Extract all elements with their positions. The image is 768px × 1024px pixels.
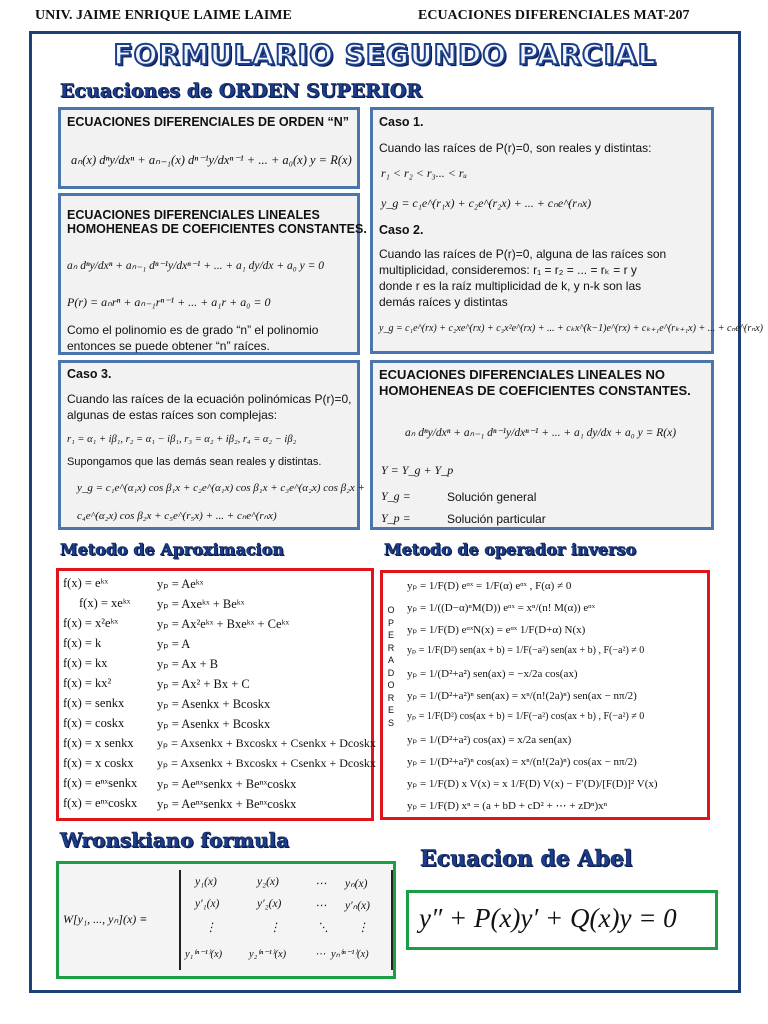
w-r4c4: yₙ⁽ⁿ⁻¹⁾(x) <box>331 949 369 960</box>
header-left: UNIV. JAIME ENRIQUE LAIME LAIME <box>35 8 292 23</box>
wronskiano-lhs: W[y₁, ..., yₙ](x) ≡ <box>63 912 148 926</box>
inverso-row: yₚ = 1/F(D) eᵅˣN(x) = eᵅˣ 1/F(D+α) N(x) <box>407 624 586 636</box>
caso2-title: Caso 2. <box>379 223 424 237</box>
inverso-row: yₚ = 1/F(D²) cos(ax + b) = 1/F(−a²) cos(ax + b) , F(−a²) ≠ 0 <box>407 711 645 722</box>
inverso-row: yₚ = 1/((D−α)ⁿM(D)) eᵅˣ = xⁿ/(n! M(α)) eᵅˣ <box>407 602 595 614</box>
w-r4c2: y₂⁽ⁿ⁻¹⁾(x) <box>249 949 287 960</box>
box-casos-1-2 <box>370 107 763 354</box>
w-r1c1: y₁(x) <box>195 876 217 888</box>
aprox-y: yₚ = Aeⁿˣsenkx + Beⁿˣcoskx <box>157 797 297 811</box>
section-aproximacion: Metodo de Aproximacion <box>60 540 285 559</box>
aprox-f: f(x) = k <box>63 636 102 650</box>
box-orden-n-heading: ECUACIONES DIFERENCIALES DE ORDEN “N” <box>67 115 349 129</box>
aprox-f: f(x) = senkx <box>63 696 125 710</box>
caso3-formula-3: c₄e^(α₂x) cos β₂x + c₅e^(r₅x) + ... + cₙe^(rₙx) <box>77 510 277 522</box>
inverso-row: yₚ = 1/(D²+a²) sen(ax) = −x/2a cos(ax) <box>407 668 578 680</box>
aprox-f: f(x) = kx <box>63 656 108 670</box>
box-aproximacion <box>56 568 374 821</box>
box-abel <box>406 890 718 950</box>
box-orden-n-formula: aₙ(x) dⁿy/dxⁿ + aₙ₋₁(x) dⁿ⁻¹y/dxⁿ⁻¹ + ... + a₀(x) y = R(x) <box>71 153 352 167</box>
inverso-row: yₚ = 1/(D²+a²) cos(ax) = x/2a sen(ax) <box>407 734 572 746</box>
operadores-vertical-label: O P E R A D O R E S <box>387 605 395 728</box>
page-title: FORMULARIO SEGUNDO PARCIAL <box>113 38 657 71</box>
caso1-formula-1: r₁ < r₂ < r₃... < rᵤ <box>381 166 468 180</box>
section-orden-superior: Ecuaciones de ORDEN SUPERIOR <box>60 80 423 102</box>
aprox-f: f(x) = coskx <box>63 716 125 730</box>
aprox-y: yₚ = Ax²eᵏˣ + Bxeᵏˣ + Ceᵏˣ <box>157 617 290 631</box>
inverso-row: yₚ = 1/F(D) x V(x) = x 1/F(D) V(x) − F′(D)/[F(D)]² V(x) <box>407 778 658 790</box>
caso3-text-3: Supongamos que las demás sean reales y distintas. <box>67 456 322 468</box>
w-r2c4: y′ₙ(x) <box>345 900 370 912</box>
w-r3c2: ⋮ <box>269 922 281 934</box>
box-homogeneas-heading-1: ECUACIONES DIFERENCIALES LINEALES <box>67 208 320 222</box>
yg-symbol: Y_g = <box>381 489 411 503</box>
aprox-y: yₚ = Axsenkx + Bxcoskx + Csenkx + Dcoskx <box>157 736 376 750</box>
caso3-title: Caso 3. <box>67 367 112 381</box>
aprox-y: yₚ = Axeᵏˣ + Beᵏˣ <box>157 597 245 611</box>
box-homogeneas-formula-2: P(r) = aₙrⁿ + aₙ₋₁rⁿ⁻¹ + ... + a₁r + a₀ = 0 <box>67 295 271 309</box>
caso3-formula-1: r₁ = α₁ + iβ₁, r₂ = α₁ − iβ₁, r₃ = α₂ + iβ₂, r₄ = α₂ − iβ₂ <box>67 434 297 445</box>
caso1-title: Caso 1. <box>379 115 424 129</box>
det-bar-left <box>179 870 181 970</box>
aprox-f: f(x) = eⁿˣsenkx <box>63 776 138 790</box>
w-r1c3: ⋯ <box>315 878 327 890</box>
box-no-homogeneas-heading-1: ECUACIONES DIFERENCIALES LINEALES NO <box>379 367 666 382</box>
inverso-row: yₚ = 1/F(D²) sen(ax + b) = 1/F(−a²) sen(ax + b) , F(−a²) ≠ 0 <box>407 645 645 656</box>
aprox-y: yₚ = Asenkx + Bcoskx <box>157 697 271 711</box>
aprox-f: f(x) = kx² <box>63 676 112 690</box>
box-wronskiano <box>56 861 396 979</box>
box-no-homogeneas-formula: aₙ dⁿy/dxⁿ + aₙ₋₁ dⁿ⁻¹y/dxⁿ⁻¹ + ... + a₁ dy/dx + a₀ y = R(x) <box>405 427 677 439</box>
w-r4c3: ⋯ <box>315 949 326 960</box>
caso2-text-4: demás raíces y distintas <box>379 295 508 309</box>
aprox-f: f(x) = x coskx <box>63 756 134 770</box>
inverso-row: yₚ = 1/F(D) eᵅˣ = 1/F(α) eᵅˣ , F(α) ≠ 0 <box>407 580 572 592</box>
box-caso-3 <box>58 360 365 530</box>
abel-formula: y″ + P(x)y′ + Q(x)y = 0 <box>419 903 677 933</box>
box-homogeneas <box>58 193 367 355</box>
box-homogeneas-text-2: entonces se puede obtener “n” raíces. <box>67 339 270 353</box>
aprox-y: yₚ = Asenkx + Bcoskx <box>157 717 271 731</box>
w-r1c2: y₂(x) <box>257 876 279 888</box>
aprox-f: f(x) = eⁿˣcoskx <box>63 796 138 810</box>
section-wronskiano: Wronskiano formula <box>60 828 290 852</box>
aprox-y: yₚ = Axsenkx + Bxcoskx + Csenkx + Dcoskx <box>157 756 376 770</box>
section-abel: Ecuacion de Abel <box>420 846 633 872</box>
aprox-y: yₚ = Aeⁿˣsenkx + Beⁿˣcoskx <box>157 777 297 791</box>
det-bar-right <box>391 870 393 970</box>
inverso-row: yₚ = 1/(D²+a²)ⁿ cos(ax) = xⁿ/(n!(2a)ⁿ) cos(ax − nπ/2) <box>407 756 637 768</box>
aprox-y: yₚ = Aeᵏˣ <box>157 577 204 591</box>
w-r3c1: ⋮ <box>205 922 217 934</box>
box-homogeneas-heading-2: HOMOHENEAS DE COEFICIENTES CONSTANTES. <box>67 222 367 236</box>
inverso-row: yₚ = 1/F(D) xⁿ = (a + bD + cD² + ⋯ + zDⁿ)xⁿ <box>407 800 608 812</box>
box-orden-n <box>58 107 360 189</box>
aprox-f: f(x) = x senkx <box>63 736 134 750</box>
box-homogeneas-formula-1: aₙ dⁿy/dxⁿ + aₙ₋₁ dⁿ⁻¹y/dxⁿ⁻¹ + ... + a₁ dy/dx + a₀ y = 0 <box>67 260 324 272</box>
w-r3c3: ⋱ <box>317 922 329 934</box>
box-operador-inverso <box>380 570 710 820</box>
box-no-homogeneas <box>370 360 714 530</box>
aprox-y: yₚ = Ax + B <box>157 657 219 671</box>
box-no-homogeneas-sum: Y = Y_g + Y_p <box>381 463 454 477</box>
aprox-y: yₚ = A <box>157 637 191 651</box>
section-operador-inverso: Metodo de operador inverso <box>384 540 637 559</box>
w-r3c4: ⋮ <box>357 922 369 934</box>
caso3-text-1: Cuando las raíces de la ecuación polinómicas P(r)=0, <box>67 392 352 406</box>
w-r4c1: y₁⁽ⁿ⁻¹⁾(x) <box>185 949 223 960</box>
caso1-formula-2: y_g = c₁e^(r₁x) + c₂e^(r₂x) + ... + cₙe^(rₙx) <box>381 196 592 210</box>
w-r2c3: ⋯ <box>315 900 327 912</box>
caso2-text-2: multiplicidad, consideremos: r₁ = r₂ = ... = rₖ = r y <box>379 263 637 277</box>
box-no-homogeneas-heading-2: HOMOHENEAS DE COEFICIENTES CONSTANTES. <box>379 383 691 398</box>
w-r2c2: y′₂(x) <box>257 898 282 910</box>
w-r1c4: yₙ(x) <box>345 878 368 890</box>
caso2-text-1: Cuando las raíces de P(r)=0, alguna de las raíces son <box>379 247 667 261</box>
caso3-text-2: algunas de estas raíces son complejas: <box>67 408 278 422</box>
aprox-f: f(x) = xeᵏˣ <box>79 596 131 610</box>
yp-symbol: Y_p = <box>381 511 411 525</box>
box-homogeneas-text-1: Como el polinomio es de grado “n” el polinomio <box>67 323 319 337</box>
inverso-row: yₚ = 1/(D²+a²)ⁿ sen(ax) = xⁿ/(n!(2a)ⁿ) sen(ax − nπ/2) <box>407 690 637 702</box>
yg-label: Solución general <box>447 490 537 504</box>
caso2-text-3: donde r es la raíz multiplicidad de k, y n-k son las <box>379 279 642 293</box>
caso1-text: Cuando las raíces de P(r)=0, son reales y distintas: <box>379 141 652 155</box>
w-r2c1: y′₁(x) <box>195 898 220 910</box>
aprox-y: yₚ = Ax² + Bx + C <box>157 677 250 691</box>
yp-label: Solución particular <box>447 512 546 526</box>
caso3-formula-2: y_g = c₁e^(α₁x) cos β₁x + c₂e^(α₁x) cos β₁x + c₃e^(α₂x) cos β₂x + <box>77 482 365 494</box>
header-right: ECUACIONES DIFERENCIALES MAT-207 <box>418 8 690 23</box>
aprox-f: f(x) = eᵏˣ <box>63 576 109 590</box>
aprox-f: f(x) = x²eᵏˣ <box>63 616 119 630</box>
caso2-formula: y_g = c₁e^(rx) + c₂xe^(rx) + c₃x²e^(rx) + ... + cₖx^(k−1)e^(rx) + cₖ₊₁e^(rₖ₊₁x) + ... + cₙe^(rₙx) <box>379 323 763 334</box>
